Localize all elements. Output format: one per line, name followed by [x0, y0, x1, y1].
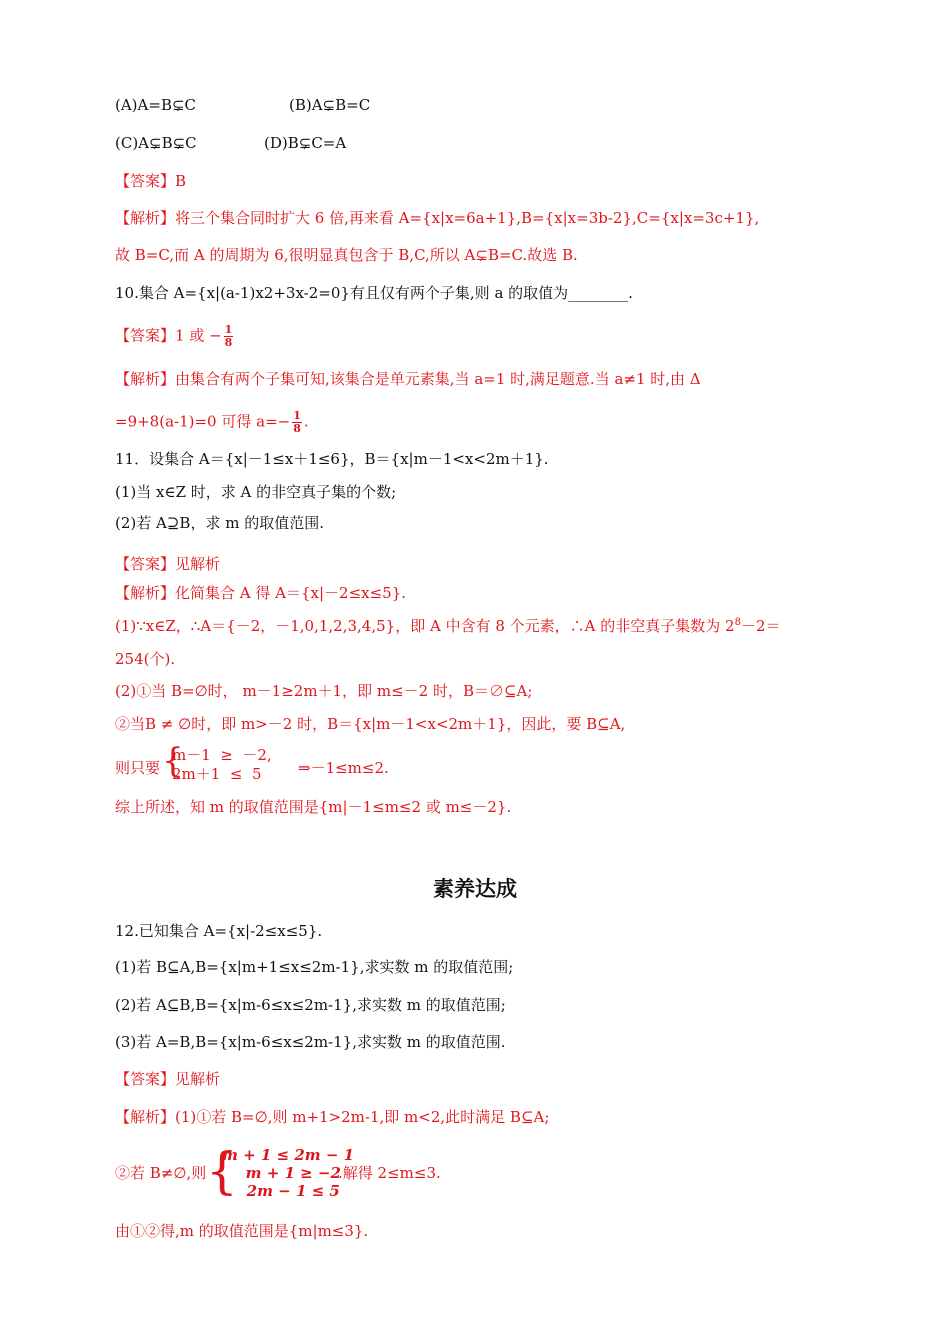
fraction-numerator: 1: [293, 409, 301, 422]
q10-analysis-1: [115, 368, 701, 390]
q11-analysis-6-suffix: ⇒－1≤m≤2.: [298, 759, 389, 777]
q11-analysis-6-prefix: 则只要: [115, 759, 161, 777]
analysis-text: 将三个集合同时扩大 6 倍,再来看 A={x|x=6a+1},B={x|x=3b-2},C={x|x=3c+1},: [175, 209, 760, 227]
left-brace: {: [206, 1142, 238, 1200]
answer-tag: 【答案】: [115, 326, 176, 345]
analysis-tag: 【解析】: [115, 1108, 176, 1126]
q10-answer: [115, 324, 235, 349]
answer-tag: 【答案】: [115, 555, 176, 573]
answer-tag: 【答案】: [115, 172, 176, 190]
q12-analysis-1: [115, 1106, 549, 1128]
fraction-numerator: 1: [224, 323, 233, 336]
answer-fraction: [224, 324, 234, 349]
q11-part-2: (2)若 A⊇B，求 m 的取值范围.: [115, 514, 324, 532]
q9-option-a: (A)A=B⊊C: [115, 96, 197, 114]
q12-answer: [115, 1068, 220, 1090]
analysis-suffix: .: [303, 412, 309, 431]
q11-answer: [115, 553, 220, 575]
q9-option-d: (D)B⊊C=A: [264, 134, 347, 152]
fraction-denominator: 8: [293, 422, 301, 435]
analysis-tag: 【解析】: [115, 584, 176, 602]
analysis-text: 由集合有两个子集可知,该集合是单元素集,当 a=1 时,满足题意.当 a≠1 时,由 Δ: [175, 370, 701, 388]
system-line-1: m + 1 ≤ 2m − 1: [222, 1146, 355, 1164]
q10-question: 10.集合 A={x|(a-1)x2+3x-2=0}有且仅有两个子集,则 a 的取值为________.: [115, 284, 633, 302]
q9-option-b: (B)A⊊B=C: [289, 96, 371, 114]
q11-analysis-1: [115, 582, 406, 604]
q12-analysis-2-prefix: ②若 B≠∅,则: [115, 1164, 207, 1182]
analysis-tag: 【解析】: [115, 370, 176, 388]
q9-analysis-2: 故 B=C,而 A 的周期为 6,很明显真包含于 B,C,所以 A⊊B=C.故选 B.: [115, 246, 578, 264]
analysis-suffix: －2＝: [740, 617, 781, 635]
analysis-text: (1)①若 B=∅,则 m+1>2m-1,即 m<2,此时满足 B⊆A;: [175, 1108, 550, 1126]
answer-prefix: 1 或 −: [175, 326, 222, 345]
q12-analysis-2-suffix: .解得 2≤m≤3.: [338, 1164, 441, 1182]
system-line-2: m + 1 ≥ −2: [245, 1164, 341, 1182]
q9-answer: [115, 170, 186, 192]
system-line-1: m－1 ≥ －2,: [172, 746, 272, 764]
q12-part-3: (3)若 A=B,B={x|m-6≤x≤2m-1},求实数 m 的取值范围.: [115, 1033, 506, 1051]
analysis-tag: 【解析】: [115, 209, 176, 227]
system-line-3: 2m − 1 ≤ 5: [246, 1182, 340, 1200]
q12-analysis-3: 由①②得,m 的取值范围是{m|m≤3}.: [115, 1222, 369, 1240]
inequality-system: [172, 746, 272, 784]
inequality-system: [222, 1146, 354, 1200]
system-line-2: 2m＋1 ≤ 5: [172, 765, 262, 783]
left-brace: {: [162, 741, 184, 781]
q12-part-1: (1)若 B⊆A,B={x|m+1≤x≤2m-1},求实数 m 的取值范围;: [115, 958, 514, 976]
answer-value: B: [175, 172, 187, 190]
exponent: 8: [734, 617, 741, 628]
q10-analysis-2: [115, 410, 309, 435]
section-title: 素养达成: [433, 877, 517, 901]
q9-option-c: (C)A⊊B⊊C: [115, 134, 197, 152]
answer-value: 见解析: [175, 555, 221, 573]
answer-value: 见解析: [175, 1070, 221, 1088]
analysis-text: 化简集合 A 得 A＝{x|－2≤x≤5}.: [175, 584, 407, 602]
q11-part-1: (1)当 x∈Z 时，求 A 的非空真子集的个数;: [115, 483, 397, 501]
q12-part-2: (2)若 A⊆B,B={x|m-6≤x≤2m-1},求实数 m 的取值范围;: [115, 996, 506, 1014]
answer-tag: 【答案】: [115, 1070, 176, 1088]
q11-analysis-5: ②当B ≠ ∅时，即 m>－2 时，B＝{x|m－1<x<2m＋1}，因此，要 B⊆A,: [115, 715, 626, 733]
q11-analysis-7: 综上所述，知 m 的取值范围是{m|－1≤m≤2 或 m≤－2}.: [115, 798, 512, 816]
q11-analysis-3: 254(个).: [115, 650, 176, 668]
q11-analysis-2: [115, 615, 780, 637]
q9-analysis-1: [115, 207, 759, 229]
q11-analysis-4: (2)①当 B=∅时， m－1≥2m＋1，即 m≤－2 时，B＝∅⊆A;: [115, 682, 533, 700]
q11-question: 11．设集合 A＝{x|－1≤x＋1≤6}，B＝{x|m－1<x<2m＋1}.: [115, 450, 549, 468]
fraction-denominator: 8: [224, 336, 233, 349]
q12-question: 12.已知集合 A={x|-2≤x≤5}.: [115, 922, 323, 940]
analysis-prefix: (1)∵x∈Z，∴A＝{－2，－1,0,1,2,3,4,5}，即 A 中含有 8 个元素，∴A 的非空真子集数为 2: [115, 617, 735, 635]
analysis-prefix: =9+8(a-1)=0 可得 a=−: [115, 412, 291, 431]
analysis-fraction: [292, 410, 302, 435]
